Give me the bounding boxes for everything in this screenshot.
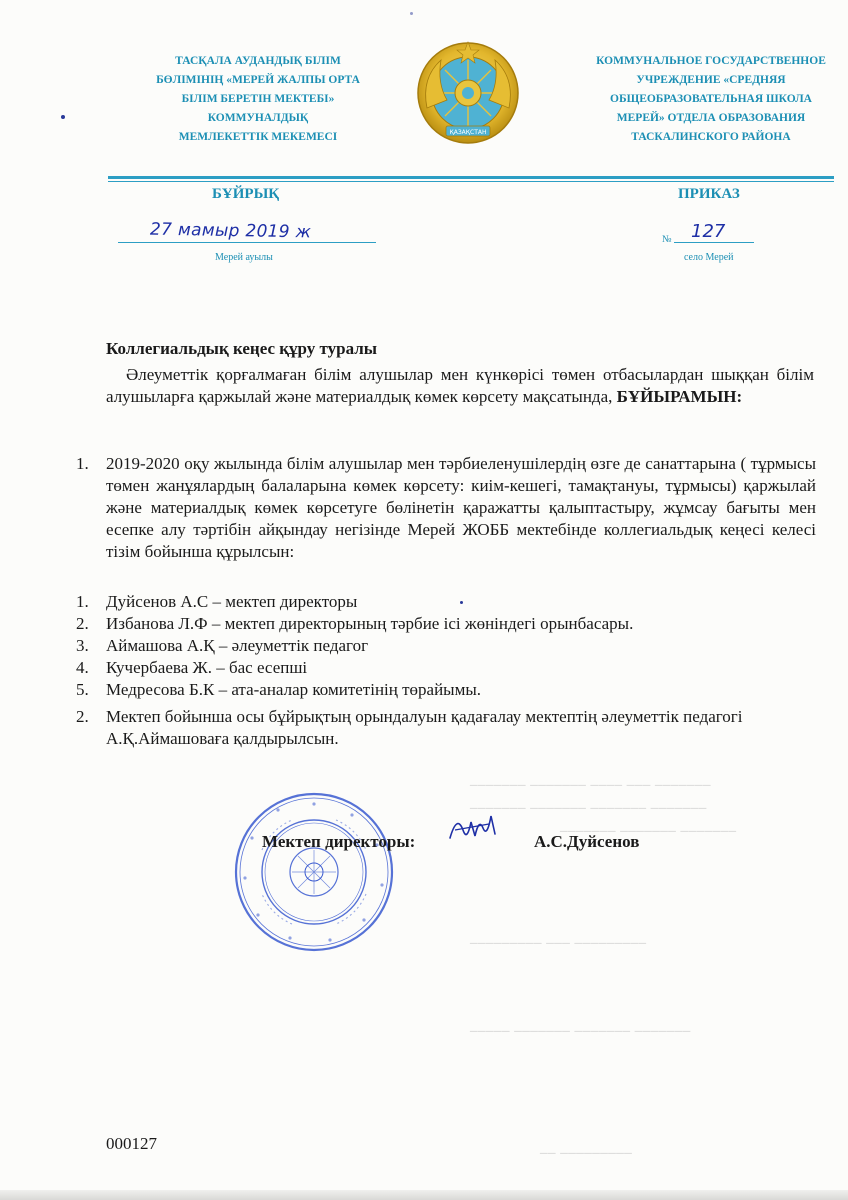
ink-speck (61, 115, 65, 119)
date-underline (118, 242, 376, 243)
header-divider-thin (108, 181, 834, 182)
header-line: МЕМЛЕКЕТТІК МЕКЕМЕСІ (178, 131, 338, 143)
header-line: КОММУНАЛЬНОЕ ГОСУДАРСТВЕННОЕ (596, 55, 826, 67)
header-institution-kz (148, 52, 368, 147)
order-title: Коллегиальдық кеңес құру туралы (106, 339, 378, 358)
signature-label: Мектеп директоры: (262, 832, 416, 851)
kazakhstan-emblem-icon (413, 38, 523, 148)
intro-text: Әлеуметтік қорғалмаған білім алушылар мен күнкөрісі төмен отбасылардан шыққан білім алушыларға қаржылай және материалдық көмек көрсету мақсатында, (106, 365, 814, 406)
item-number: 2. (76, 614, 89, 633)
item-number: 2. (76, 707, 89, 726)
order-type-kz: БҰЙРЫҚ (212, 186, 280, 202)
header-line: ОБЩЕОБРАЗОВАТЕЛЬНАЯ ШКОЛА (610, 93, 812, 105)
member-text: Кучербаева Ж. – бас есепші (106, 658, 308, 677)
item-text: 2019-2020 оқу жылында білім алушылар мен тәрбиеленушілердің өзге де санаттарына ( тұрмысы төмен жанұялардың балаларына көмек көрсету: киім-кешегі, тамақтануы, тұрмысы) қаржылай және материалдық көмек көрсетуге бөлінетін қаражатты қалыптастыру, жұмсау бағыты мен есепке алу тәртібін айқындау негізінде Мерей ЖОББ мектебінде коллегиальдық кеңесі келесі тізім бойынша құрылсын: (106, 454, 816, 561)
council-members-list (76, 591, 816, 701)
show-through-artifact: _________ ___ _________ (470, 930, 647, 946)
number-underline (674, 242, 754, 243)
member-text: Избанова Л.Ф – мектеп директорының тәрбие ісі жөніндегі орынбасары. (106, 614, 634, 633)
header-line: ТАСКАЛИНСКОГО РАЙОНА (631, 131, 791, 143)
member-text: Аймашова А.Қ – әлеуметтік педагог (106, 636, 369, 655)
show-through-artifact: _______ _______ _______ (560, 818, 737, 834)
round-seal-stamp-icon (232, 790, 396, 954)
item-number: 1. (76, 454, 89, 473)
order-item-2 (76, 706, 816, 750)
list-item (76, 613, 816, 635)
place-kz: Мерей ауылы (215, 252, 273, 263)
header-line: КОММУНАЛДЫҚ (207, 112, 309, 124)
item-text: Мектеп бойынша осы бұйрықтың орындалуын қадағалау мектептің әлеуметтік педагогі А.Қ.Аймашоваға қалдырылсын. (106, 707, 743, 748)
list-item (76, 635, 816, 657)
header-line: МЕРЕЙ» ОТДЕЛА ОБРАЗОВАНИЯ (616, 112, 806, 124)
item-number: 4. (76, 658, 89, 677)
show-through-artifact: _____ _______ _______ _______ (470, 1018, 691, 1034)
header-line: УЧРЕЖДЕНИЕ «СРЕДНЯЯ (636, 74, 786, 86)
place-ru: село Мерей (684, 252, 734, 263)
director-name: А.С.Дуйсенов (534, 832, 640, 851)
order-intro (106, 364, 814, 408)
handwritten-order-number: 127 (691, 221, 726, 242)
header-institution-ru (584, 52, 838, 147)
ink-speck (460, 601, 463, 604)
header-line: БІЛІМ БЕРЕТІН МЕКТЕБІ» (181, 93, 335, 105)
list-item (76, 453, 816, 563)
item-number: 3. (76, 636, 89, 655)
member-text: Дуйсенов А.С – мектеп директоры (106, 592, 358, 611)
scan-bottom-edge (0, 1190, 848, 1200)
handwritten-signature-icon (445, 808, 505, 848)
intro-directive: БҰЙЫРАМЫН: (616, 387, 743, 406)
list-item (76, 591, 816, 613)
list-item (76, 679, 816, 701)
handwritten-date: 27 мамыр 2019 ж (149, 219, 312, 243)
show-through-artifact: _______ _______ _______ _______ (470, 795, 707, 811)
member-text: Медресова Б.К – ата-аналар комитетінің төрайымы. (106, 680, 482, 699)
document-serial-number: 000127 (106, 1134, 157, 1153)
list-item (76, 657, 816, 679)
header-line: БӨЛІМІНІҢ «МЕРЕЙ ЖАЛПЫ ОРТА (156, 74, 360, 86)
item-number: 5. (76, 680, 89, 699)
header-line: ТАСҚАЛА АУДАНДЫҚ БІЛІМ (175, 55, 341, 67)
emblem-text: ҚАЗАҚСТАН (449, 129, 487, 136)
order-type-ru: ПРИКАЗ (678, 186, 740, 202)
item-number: 1. (76, 592, 89, 611)
list-item (76, 706, 816, 750)
show-through-artifact: _______ _______ ____ ___ _______ (470, 772, 711, 788)
number-sign: № (662, 234, 672, 245)
header-divider (108, 176, 834, 179)
show-through-artifact: __ _________ (540, 1140, 633, 1156)
order-item-1 (76, 453, 816, 563)
ink-speck (410, 12, 413, 15)
